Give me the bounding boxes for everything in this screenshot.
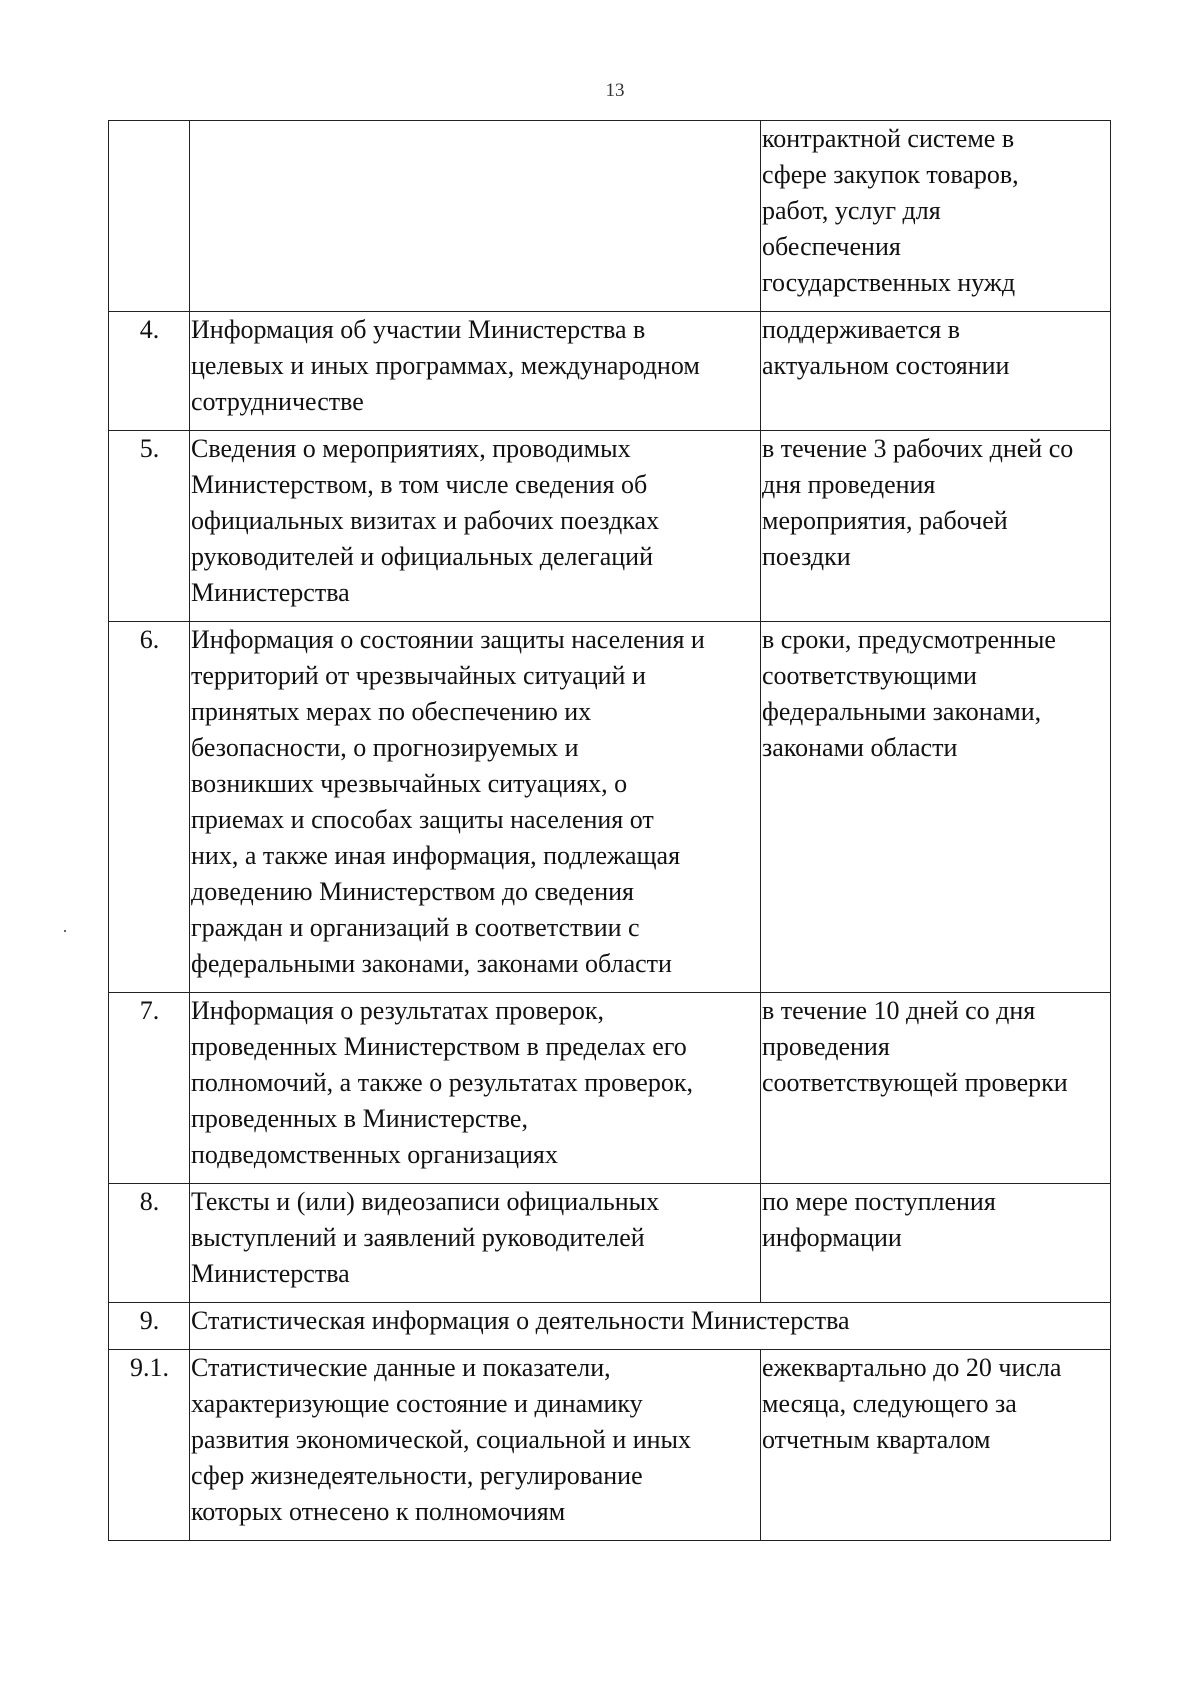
description-line: них, а также иная информация, подлежащая xyxy=(191,841,681,870)
info-table xyxy=(108,120,1111,1541)
description-line: подведомственных организациях xyxy=(191,1140,558,1169)
deadline-line: в течение 10 дней со дня xyxy=(762,996,1036,1025)
description-line: официальных визитах и рабочих поездках xyxy=(191,506,660,535)
row-number xyxy=(109,121,190,312)
description-line: федеральными законами, законами области xyxy=(191,949,672,978)
description-line: Министерством, в том числе сведения об xyxy=(191,470,648,499)
deadline-line: обеспечения xyxy=(762,232,901,261)
deadline-line: проведения xyxy=(762,1032,890,1061)
deadline-line: отчетным кварталом xyxy=(762,1425,991,1454)
description-line: доведению Министерством до сведения xyxy=(191,877,634,906)
description-line: Министерства xyxy=(191,578,350,607)
description-line: возникших чрезвычайных ситуациях, о xyxy=(191,769,628,798)
description-line: полномочий, а также о результатах проверок, xyxy=(191,1068,693,1097)
description-line: принятых мерах по обеспечению их xyxy=(191,697,592,726)
table-row xyxy=(109,121,1111,312)
deadline-line: поддерживается в xyxy=(762,315,961,344)
description-line: развития экономической, социальной и иных xyxy=(191,1425,692,1454)
table-row xyxy=(109,1350,1111,1541)
deadline-line: актуальном состоянии xyxy=(762,351,1010,380)
description-cell xyxy=(190,312,761,431)
row-number: 6. xyxy=(109,622,190,993)
table-row xyxy=(109,993,1111,1184)
deadline-line: в течение 3 рабочих дней со xyxy=(762,434,1074,463)
description-line: Сведения о мероприятиях, проводимых xyxy=(191,434,631,463)
description-line: Информация об участии Министерства в xyxy=(191,315,646,344)
description-cell xyxy=(190,622,761,993)
description-line: Тексты и (или) видеозаписи официальных xyxy=(191,1187,660,1216)
deadline-line: государственных нужд xyxy=(762,268,1016,297)
table-row xyxy=(109,431,1111,622)
description-line: Статистические данные и показатели, xyxy=(191,1353,611,1382)
deadline-line: соответствующей проверки xyxy=(762,1068,1068,1097)
row-number: 5. xyxy=(109,431,190,622)
deadline-line: информации xyxy=(762,1223,902,1252)
deadline-line: контрактной системе в xyxy=(762,124,1015,153)
description-cell xyxy=(190,993,761,1184)
section-heading: Статистическая информация о деятельности Министерства xyxy=(190,1303,1111,1350)
description-line: территорий от чрезвычайных ситуаций и xyxy=(191,661,646,690)
row-number: 9.1. xyxy=(109,1350,190,1541)
deadline-line: законами области xyxy=(762,733,958,762)
description-line: сфер жизнедеятельности, регулирование xyxy=(191,1461,643,1490)
deadline-line: работ, услуг для xyxy=(762,196,941,225)
description-line: Министерства xyxy=(191,1259,350,1288)
description-line: Информация о результатах проверок, xyxy=(191,996,605,1025)
scan-dot xyxy=(64,930,66,932)
description-cell xyxy=(190,1184,761,1303)
deadline-line: в сроки, предусмотренные xyxy=(762,625,1056,654)
description-cell xyxy=(190,121,761,312)
deadline-line: поездки xyxy=(762,542,851,571)
description-line: сотрудничестве xyxy=(191,387,364,416)
deadline-cell xyxy=(761,993,1111,1184)
row-number: 8. xyxy=(109,1184,190,1303)
description-line: характеризующие состояние и динамику xyxy=(191,1389,643,1418)
row-number: 9. xyxy=(109,1303,190,1350)
table-row xyxy=(109,312,1111,431)
table-row xyxy=(109,1303,1111,1350)
deadline-line: сфере закупок товаров, xyxy=(762,160,1019,189)
description-line: выступлений и заявлений руководителей xyxy=(191,1223,645,1252)
description-line: проведенных в Министерстве, xyxy=(191,1104,528,1133)
description-line: безопасности, о прогнозируемых и xyxy=(191,733,579,762)
table-row xyxy=(109,1184,1111,1303)
deadline-cell xyxy=(761,312,1111,431)
deadline-cell xyxy=(761,622,1111,993)
deadline-cell xyxy=(761,121,1111,312)
description-line: которых отнесено к полномочиям xyxy=(191,1497,566,1526)
description-line: проведенных Министерством в пределах его xyxy=(191,1032,687,1061)
deadline-line: соответствующими xyxy=(762,661,977,690)
row-number: 4. xyxy=(109,312,190,431)
page-number: 13 xyxy=(605,80,625,101)
description-line: целевых и иных программах, международном xyxy=(191,351,700,380)
row-number: 7. xyxy=(109,993,190,1184)
deadline-line: месяца, следующего за xyxy=(762,1389,1017,1418)
deadline-line: по мере поступления xyxy=(762,1187,996,1216)
deadline-cell xyxy=(761,1184,1111,1303)
deadline-line: ежеквартально до 20 числа xyxy=(762,1353,1062,1382)
description-line: граждан и организаций в соответствии с xyxy=(191,913,640,942)
description-cell xyxy=(190,431,761,622)
description-line: Информация о состоянии защиты населения и xyxy=(191,625,705,654)
description-cell xyxy=(190,1350,761,1541)
table-row xyxy=(109,622,1111,993)
description-line: приемах и способах защиты населения от xyxy=(191,805,654,834)
deadline-line: мероприятия, рабочей xyxy=(762,506,1008,535)
description-line: руководителей и официальных делегаций xyxy=(191,542,654,571)
deadline-line: федеральными законами, xyxy=(762,697,1042,726)
deadline-line: дня проведения xyxy=(762,470,936,499)
deadline-cell xyxy=(761,431,1111,622)
table-body xyxy=(109,121,1111,1541)
deadline-cell xyxy=(761,1350,1111,1541)
